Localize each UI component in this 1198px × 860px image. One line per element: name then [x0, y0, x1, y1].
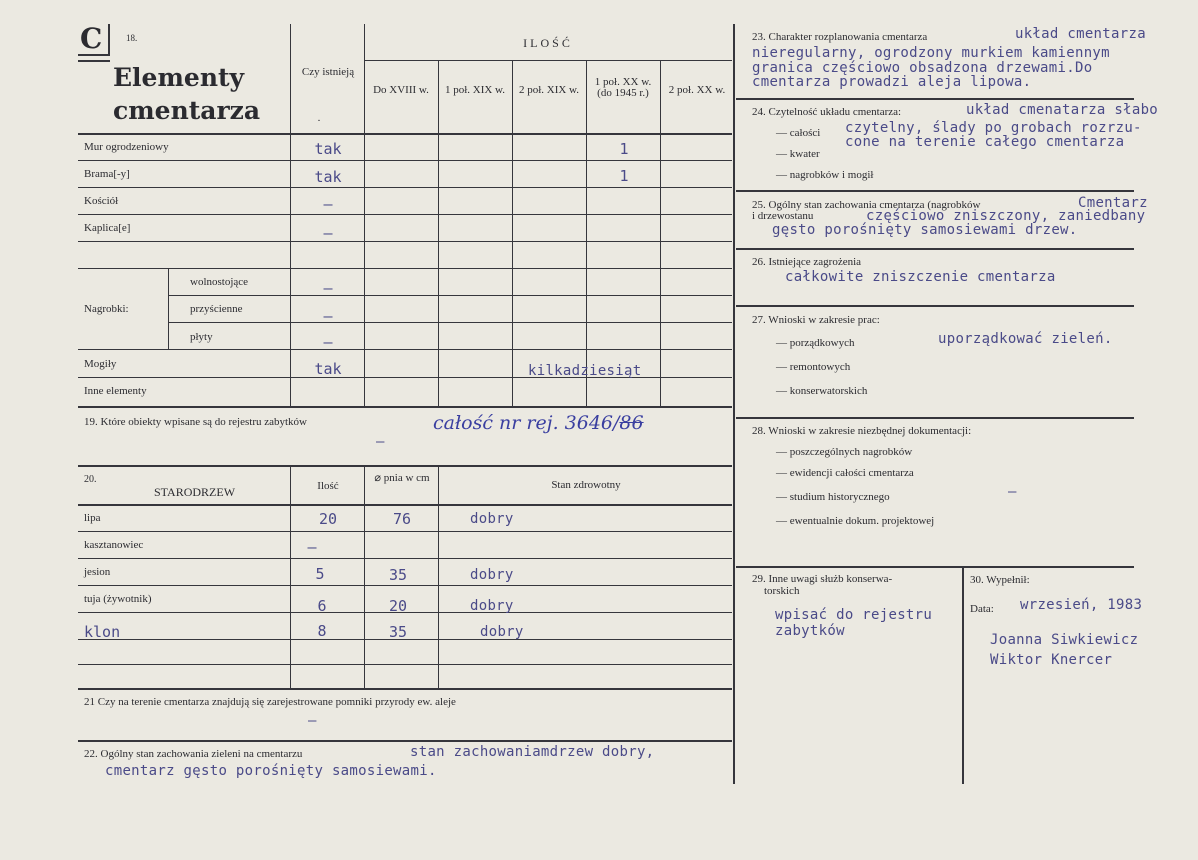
- rule: [364, 60, 732, 61]
- s28-answer: –: [1008, 484, 1017, 500]
- row-label: przyścienne: [190, 303, 243, 315]
- s29-question-line1: 29. Inne uwagi służb konserwa-: [752, 573, 893, 585]
- tree-diam: 35: [388, 623, 408, 641]
- rule: [78, 60, 110, 62]
- s28-option: — studium historycznego: [776, 491, 890, 503]
- rule: [512, 60, 513, 406]
- period-header: 1 poł. XIX w.: [444, 84, 506, 96]
- rule: [78, 406, 732, 408]
- nagrobki-label: Nagrobki:: [84, 303, 129, 315]
- rule: [736, 98, 1134, 100]
- s25-answer-line3: gęsto porośnięty samosiewami drzew.: [772, 222, 1078, 238]
- qty-value: 1: [619, 167, 629, 185]
- tree-qty: –: [307, 538, 317, 556]
- rule: [733, 24, 735, 784]
- s29-answer-line1: wpisać do rejestru: [775, 607, 933, 623]
- s20-heading: STARODRZEW: [154, 485, 236, 499]
- title-line2: cmentarza: [113, 96, 261, 125]
- col-qty-header: ILOŚĆ: [523, 36, 573, 50]
- tree-health: dobry: [470, 567, 514, 583]
- s20-col-health: Stan zdrowotny: [551, 479, 621, 491]
- rule: [78, 688, 732, 690]
- row-label: Mur ogrodzeniowy: [84, 141, 169, 153]
- rule: [660, 60, 661, 406]
- tree-diam: 20: [388, 597, 408, 615]
- s24-option: — całości: [776, 127, 821, 139]
- tree-name: klon: [84, 623, 121, 641]
- s23-answer-line2: nieregularny, ogrodzony murkiem kamiennym: [752, 45, 1110, 61]
- s30-date: wrzesień, 1983: [1020, 597, 1143, 613]
- s28-option: — ewentualnie dokum. projektowej: [776, 515, 935, 527]
- tree-health: dobry: [470, 511, 514, 527]
- rule: [736, 417, 1134, 419]
- s22-question: 22. Ogólny stan zachowania zieleni na cmentarzu: [84, 748, 303, 760]
- rule: [290, 24, 291, 406]
- exists-value: –: [323, 333, 333, 351]
- s26-answer: całkowite zniszczenie cmentarza: [785, 269, 1056, 285]
- s26-question: 26. Istniejące zagrożenia: [752, 256, 862, 268]
- period-header: 1 poł. XX w. (do 1945 r.): [594, 76, 652, 99]
- s27-question: 27. Wnioski w zakresie prac:: [752, 314, 880, 326]
- s30-person: Wiktor Knercer: [990, 652, 1113, 668]
- tree-qty: 20: [318, 510, 338, 528]
- s25-answer-line2: częściowo zniszczony, zaniedbany: [866, 208, 1146, 224]
- card-letter: C: [80, 22, 103, 55]
- s30-question: 30. Wypełnił:: [970, 574, 1030, 586]
- rule: [78, 504, 732, 506]
- tree-qty: 6: [317, 597, 327, 615]
- card-letter-box: [78, 24, 110, 56]
- row-label: Kaplica[e]: [84, 222, 131, 234]
- period-header: 2 poł. XIX w.: [518, 84, 580, 96]
- row-label: wolnostojące: [190, 276, 249, 288]
- rule: [78, 349, 732, 350]
- s24-option: — kwater: [776, 148, 820, 160]
- tree-qty: 8: [317, 622, 327, 640]
- rule: [78, 187, 732, 188]
- s20-col-qty: Ilość: [317, 480, 339, 492]
- rule: [364, 24, 365, 406]
- tree-name: tuja (żywotnik): [84, 593, 152, 605]
- tree-name: jesion: [84, 566, 111, 578]
- tree-diam: 76: [392, 510, 412, 528]
- s20-col-diam: ⌀ pnia w cm: [374, 472, 430, 484]
- rule: [586, 60, 587, 406]
- s19-question: 19. Które obiekty wpisane są do rejestru zabytków: [84, 416, 307, 428]
- rule: [736, 305, 1134, 307]
- rule: [168, 295, 732, 296]
- tree-qty: 5: [315, 565, 325, 583]
- rule: [736, 248, 1134, 250]
- col-exists-header: Czy istnieją: [301, 66, 355, 78]
- s27-option: — remontowych: [776, 361, 851, 373]
- row-label: płyty: [190, 331, 213, 343]
- qty-value: 1: [619, 140, 629, 158]
- s28-question: 28. Wnioski w zakresie niezbędnej dokumentacji:: [752, 425, 972, 437]
- s29-question-line2: torskich: [764, 585, 800, 597]
- dot: .: [317, 112, 321, 124]
- exists-value: tak: [314, 140, 342, 158]
- qty-value: kilkadziesiąt: [528, 363, 642, 379]
- row-label: Brama[-y]: [84, 168, 130, 180]
- period-header: Do XVIII w.: [373, 84, 429, 96]
- tree-name: lipa: [84, 512, 101, 524]
- rule: [78, 664, 732, 665]
- s30-person: Joanna Siwkiewicz: [990, 632, 1139, 648]
- exists-value: –: [323, 279, 333, 297]
- s23-answer-line1: układ cmentarza: [1015, 26, 1146, 42]
- s21-answer: –: [308, 713, 317, 729]
- s24-option: — nagrobków i mogił: [776, 169, 874, 181]
- rule: [78, 740, 732, 742]
- s22-answer-line2: cmentarz gęsto porośnięty samosiewami.: [105, 763, 437, 779]
- rule: [78, 465, 732, 467]
- rule: [962, 566, 964, 784]
- rule: [78, 268, 732, 269]
- s19-handwritten: całość nr rej. 3646/86: [433, 412, 644, 434]
- title-line1: Elementy: [113, 63, 245, 92]
- rule: [78, 133, 732, 135]
- exists-value: –: [323, 195, 333, 213]
- s25-question-line1: 25. Ogólny stan zachowania cmentarza (nagrobków: [752, 199, 981, 211]
- s28-option: — ewidencji całości cmentarza: [776, 467, 914, 479]
- s19-dash: –: [376, 434, 385, 450]
- s24-answer-line3: cone na terenie całego cmentarza: [845, 134, 1125, 150]
- exists-value: tak: [314, 360, 342, 378]
- s28-option: — poszczególnych nagrobków: [776, 446, 913, 458]
- s27-answer: uporządkować zieleń.: [938, 331, 1113, 347]
- s25-answer-line1: Cmentarz: [1078, 195, 1148, 211]
- rule: [168, 268, 169, 349]
- s27-option: — konserwatorskich: [776, 385, 868, 397]
- row-label: Kościół: [84, 195, 119, 207]
- s23-question: 23. Charakter rozplanowania cmentarza: [752, 31, 928, 43]
- s30-date-label: Data:: [970, 603, 994, 615]
- rule: [736, 566, 1134, 568]
- tree-name: kasztanowiec: [84, 539, 144, 551]
- s21-question: 21 Czy na terenie cmentarza znajdują się zarejestrowane pomniki przyrody ew. aleje: [84, 696, 456, 708]
- rule: [78, 241, 732, 242]
- rule: [78, 214, 732, 215]
- s24-answer-line1: układ cmenatarza słabo: [966, 102, 1159, 118]
- rule: [290, 465, 291, 688]
- s23-answer-line3: granica częściowo obsadzona drzewami.Do: [752, 60, 1093, 76]
- s22-answer-line1: stan zachowaniamdrzew dobry,: [410, 744, 655, 760]
- tree-diam: 35: [388, 566, 408, 584]
- rule: [364, 465, 365, 688]
- exists-value: tak: [314, 168, 342, 186]
- exists-value: –: [323, 224, 333, 242]
- rule: [78, 558, 732, 559]
- rule: [78, 531, 732, 532]
- s25-question-line2: i drzewostanu: [752, 210, 814, 222]
- rule: [168, 322, 732, 323]
- tree-health: dobry: [480, 624, 524, 640]
- rule: [78, 160, 732, 161]
- s20-number: 20.: [84, 474, 97, 485]
- s23-answer-line4: cmentarza prowadzi aleja lipowa.: [752, 74, 1032, 90]
- s24-question: 24. Czytelność układu cmentarza:: [752, 106, 902, 118]
- exists-value: –: [323, 307, 333, 325]
- tree-health: dobry: [470, 598, 514, 614]
- s27-option: — porządkowych: [776, 337, 855, 349]
- section-number: 18.: [126, 33, 138, 43]
- rule: [736, 190, 1134, 192]
- rule: [438, 465, 439, 688]
- s29-answer-line2: zabytków: [775, 623, 845, 639]
- rule: [438, 60, 439, 406]
- row-label: Inne elementy: [84, 385, 147, 397]
- s24-answer-line2: czytelny, ślady po grobach rozrzu-: [845, 120, 1142, 136]
- period-header: 2 poł. XX w.: [668, 84, 726, 96]
- rule: [78, 585, 732, 586]
- row-label: Mogiły: [84, 358, 117, 370]
